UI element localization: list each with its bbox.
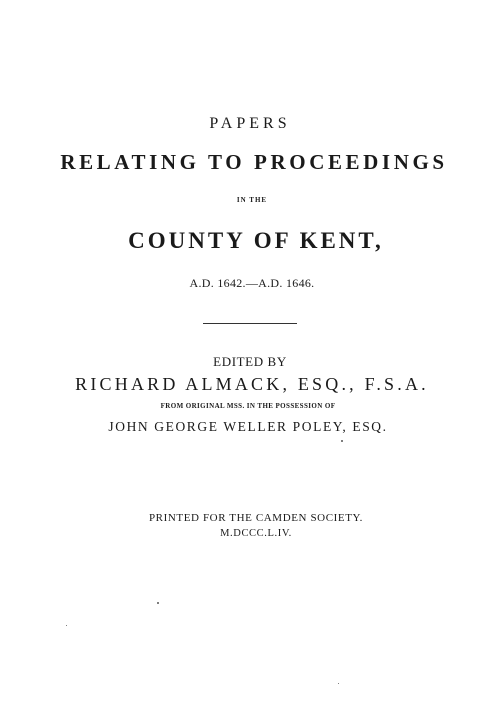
- heading-relating: RELATING TO PROCEEDINGS: [60, 150, 448, 174]
- imprint: PRINTED FOR THE CAMDEN SOCIETY.: [148, 512, 364, 524]
- paper-speck: [157, 602, 159, 604]
- paper-speck: [338, 683, 339, 684]
- owner-name: JOHN GEORGE WELLER POLEY, ESQ.: [108, 419, 388, 434]
- heading-papers: PAPERS: [209, 115, 291, 132]
- editor-name: RICHARD ALMACK, ESQ., F.S.A.: [75, 374, 429, 394]
- paper-speck: [66, 625, 67, 626]
- date-range: A.D. 1642.—A.D. 1646.: [189, 276, 315, 290]
- heading-in-the: IN THE: [236, 196, 268, 204]
- divider-rule: [203, 323, 297, 324]
- heading-county: COUNTY OF KENT,: [128, 228, 384, 253]
- paper-speck: [341, 440, 343, 442]
- imprint-year: M.DCCC.L.IV.: [220, 528, 292, 539]
- source-note: FROM ORIGINAL MSS. IN THE POSSESSION OF: [160, 402, 336, 410]
- edited-by-label: EDITED BY: [213, 354, 287, 369]
